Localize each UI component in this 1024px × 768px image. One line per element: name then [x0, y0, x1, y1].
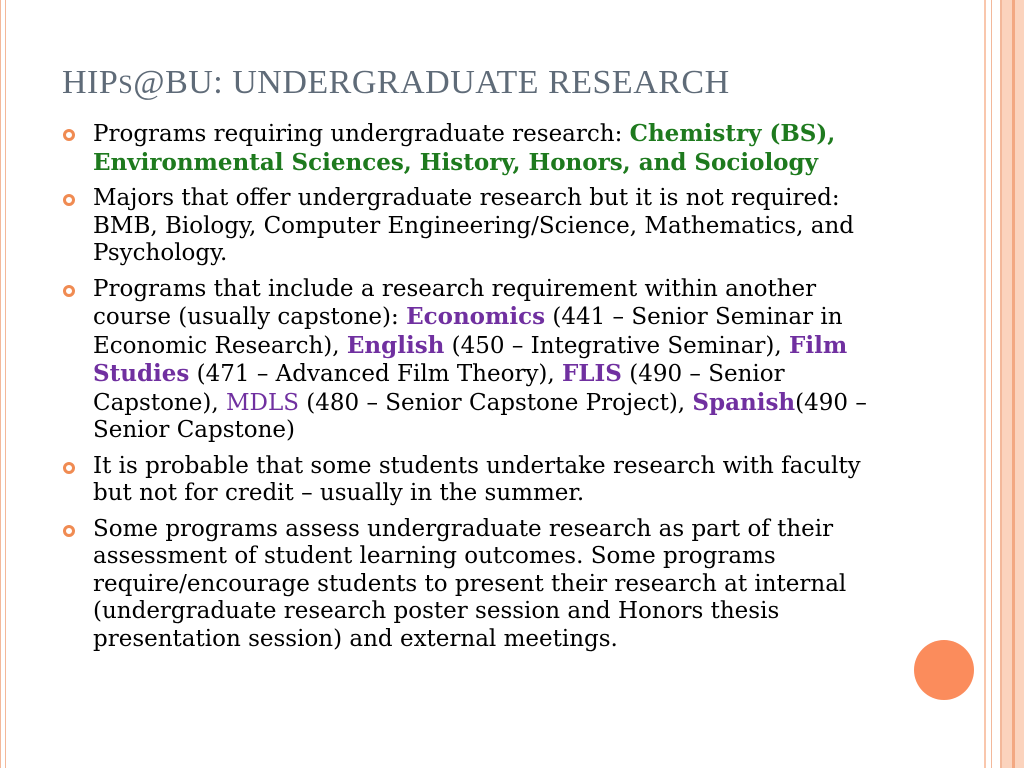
orange-ring-bullet-icon	[63, 194, 75, 206]
right-border-stripe	[1012, 0, 1015, 768]
bullet-item-required-programs	[62, 120, 882, 177]
orange-ring-bullet-icon	[63, 129, 75, 141]
program-english: English	[346, 331, 445, 359]
bullet-list	[62, 120, 882, 661]
program-mdls: MDLS	[225, 389, 299, 416]
left-border-decoration	[0, 0, 6, 768]
bullet-text: (480 – Senior Capstone Project),	[298, 389, 693, 416]
bullet-text: (490 – Senior Capstone)	[93, 389, 867, 443]
program-flis: FLIS	[562, 360, 622, 387]
orange-circle-icon	[914, 640, 974, 700]
bullet-text: (450 – Integrative Seminar),	[444, 332, 790, 359]
title-part: @BU: UNDERGRADUATE RESEARCH	[133, 64, 730, 101]
orange-ring-bullet-icon	[63, 462, 75, 474]
bullet-text: Some programs assess undergraduate research as part of their assessment of student learning outcomes. Some programs require/encourage students to present their research at internal (undergraduate research poster session and Honors thesis presentation session) and external meetings.	[93, 515, 847, 652]
bullet-item-capstone-programs	[62, 276, 882, 445]
bullet-text: (441 – Senior Seminar in Economic Research),	[93, 304, 843, 359]
bullet-text: Programs that include a research requirement within another course (usually capstone):	[93, 275, 817, 330]
bullet-text: Programs requiring undergraduate research:	[93, 121, 630, 147]
bullet-text: Majors that offer undergraduate research but it is not required: BMB, Biology, Computer Engineering/Science, Mathematics, and Psychology.	[93, 185, 855, 266]
bullet-text: (490 – Senior Capstone),	[93, 361, 785, 416]
orange-ring-bullet-icon	[63, 285, 75, 297]
bullet-text: It is probable that some students undertake research with faculty but not for credit – usually in the summer.	[93, 452, 861, 506]
bullet-item-assessment	[62, 516, 882, 654]
program-economics: Economics	[406, 303, 546, 330]
orange-ring-bullet-icon	[63, 525, 75, 537]
bullet-item-non-credit-research	[62, 453, 882, 508]
title-part: HIP	[62, 64, 119, 101]
bullet-text: (471 – Advanced Film Theory),	[189, 361, 563, 387]
program-spanish: Spanish	[692, 388, 796, 416]
right-border-line	[984, 0, 986, 768]
title-part-small: S	[118, 70, 134, 99]
highlight-required-programs: Chemistry (BS), Environmental Sciences, History, Honors, and Sociology	[93, 120, 836, 176]
bullet-item-optional-research	[62, 185, 882, 268]
program-film-studies: Film Studies	[93, 331, 848, 387]
slide-title	[62, 64, 730, 102]
right-border-line	[991, 0, 992, 768]
